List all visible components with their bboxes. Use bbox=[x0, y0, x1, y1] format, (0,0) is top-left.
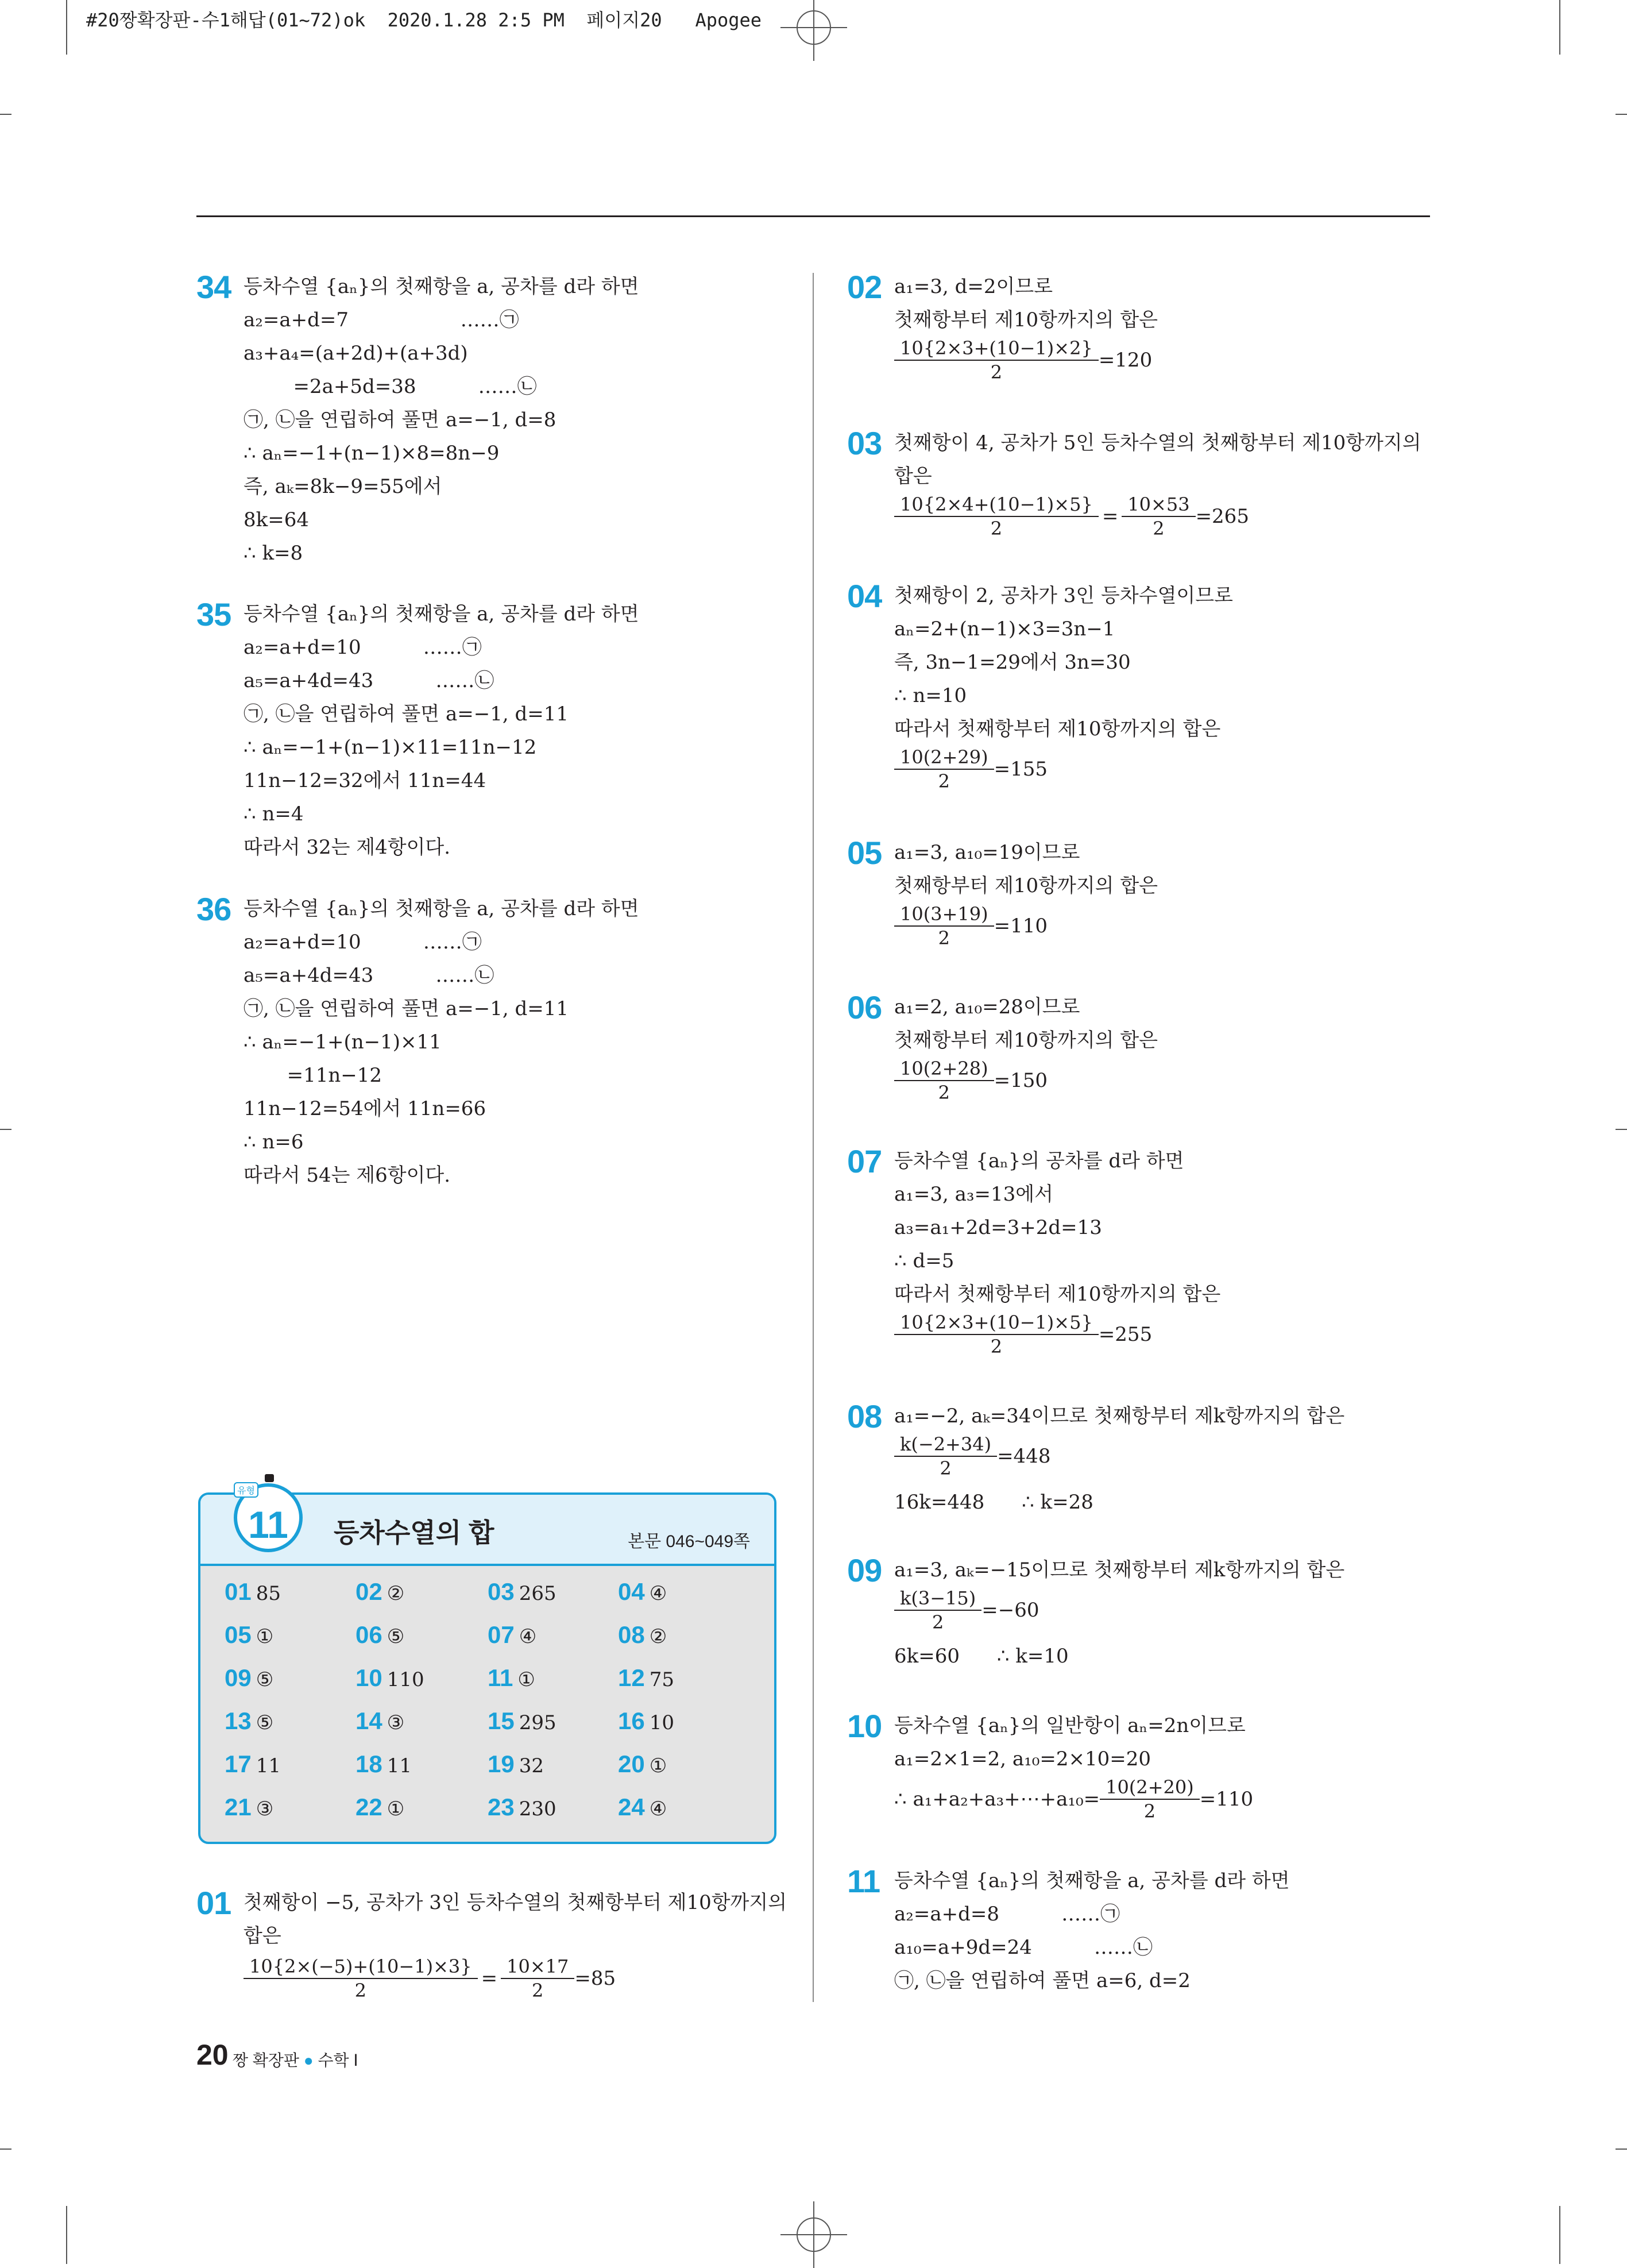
fraction-expression bbox=[894, 1311, 1220, 1358]
solution-line: 합은 bbox=[894, 465, 932, 488]
numerator: 10{2×3+(10−1)×5} bbox=[894, 1311, 1099, 1335]
answer-number: 15 bbox=[488, 1707, 515, 1734]
answer-number: 01 bbox=[225, 1578, 252, 1605]
result: =110 bbox=[1199, 1788, 1254, 1811]
fraction bbox=[894, 1057, 994, 1104]
answer-number: 10 bbox=[355, 1664, 382, 1691]
numerator: 10(2+20) bbox=[1100, 1776, 1200, 1800]
answer-number: 18 bbox=[355, 1750, 382, 1777]
crop-mark bbox=[1559, 0, 1560, 55]
answer-item bbox=[488, 1793, 556, 1821]
solution-lines bbox=[894, 270, 1158, 384]
solution-lines bbox=[244, 270, 639, 570]
answer-value: 295 bbox=[519, 1711, 556, 1734]
solution-line: ∴ n=4 bbox=[244, 803, 304, 826]
solution-lines bbox=[894, 426, 1421, 540]
denominator: 2 bbox=[990, 518, 1003, 539]
answer-item bbox=[488, 1707, 556, 1735]
solution-line: a₂=a+d=7 ……㉠ bbox=[244, 308, 519, 331]
fraction-expression bbox=[894, 1776, 1253, 1823]
answer-number: 09 bbox=[225, 1664, 252, 1691]
numerator: 10(2+28) bbox=[894, 1057, 994, 1081]
fraction bbox=[894, 902, 994, 950]
answer-item bbox=[225, 1750, 281, 1778]
solution-line: a₁=3, a₃=13에서 bbox=[894, 1183, 1053, 1206]
denominator: 2 bbox=[938, 927, 950, 949]
denominator: 2 bbox=[990, 1336, 1003, 1357]
solution-line: a₁=2, a₁₀=28이므로 bbox=[894, 996, 1080, 1019]
problem-number: 11 bbox=[847, 1863, 880, 1899]
fraction-expression bbox=[894, 1057, 1158, 1104]
answer-item bbox=[488, 1621, 536, 1649]
fraction bbox=[1122, 493, 1195, 540]
denominator: 2 bbox=[354, 1980, 366, 2001]
print-slug: #20짱확장판-수1해답(01~72)ok 2020.1.28 2:5 PM 페이지20 Apogee bbox=[86, 9, 762, 31]
solution-line: ∴ aₙ=−1+(n−1)×11=11n−12 bbox=[244, 736, 537, 759]
solution-lines bbox=[894, 1144, 1220, 1358]
solution-line: 등차수열 {aₙ}의 일반항이 aₙ=2n이므로 bbox=[894, 1714, 1246, 1737]
answer-item bbox=[618, 1578, 667, 1606]
book-title: 짱 확장판 bbox=[233, 2051, 299, 2069]
solution-line: 따라서 54는 제6항이다. bbox=[244, 1164, 451, 1187]
solution-line: 6k=60 ∴ k=10 bbox=[894, 1645, 1069, 1668]
result: =265 bbox=[1195, 505, 1249, 528]
fraction bbox=[894, 337, 1099, 384]
solution-line: a₁=2×1=2, a₁₀=2×10=20 bbox=[894, 1748, 1151, 1771]
problem-number: 01 bbox=[196, 1885, 231, 1921]
answer-value: ③ bbox=[256, 1798, 274, 1820]
answer-item bbox=[225, 1707, 273, 1735]
numerator: 10{2×3+(10−1)×2} bbox=[894, 337, 1099, 361]
solution-line: a₁=3, aₖ=−15이므로 첫째항부터 제k항까지의 합은 bbox=[894, 1559, 1345, 1582]
solution-line: 즉, aₖ=8k−9=55에서 bbox=[244, 475, 442, 498]
fraction bbox=[894, 493, 1099, 540]
crop-mark bbox=[1616, 2149, 1627, 2150]
numerator: 10{2×(−5)+(10−1)×3} bbox=[244, 1955, 478, 1979]
fraction-expression bbox=[894, 902, 1158, 950]
answer-number: 03 bbox=[488, 1578, 515, 1605]
solution-line: a₂=a+d=10 ……㉠ bbox=[244, 931, 482, 954]
answer-value: ① bbox=[387, 1798, 405, 1820]
solution-line: a₅=a+4d=43 ……㉡ bbox=[244, 669, 494, 692]
answer-value: ① bbox=[256, 1625, 274, 1648]
answer-number: 22 bbox=[355, 1793, 382, 1820]
answer-number: 21 bbox=[225, 1793, 252, 1820]
solution-line: a₃+a₄=(a+2d)+(a+3d) bbox=[244, 342, 468, 365]
answer-number: 07 bbox=[488, 1621, 515, 1648]
crop-mark bbox=[66, 0, 67, 55]
solution-line: 8k=64 bbox=[244, 508, 309, 531]
solution-line: a₁=−2, aₖ=34이므로 첫째항부터 제k항까지의 합은 bbox=[894, 1405, 1345, 1428]
answer-item bbox=[618, 1621, 667, 1649]
fraction bbox=[894, 1311, 1099, 1358]
solution-line: ∴ aₙ=−1+(n−1)×11 bbox=[244, 1031, 442, 1054]
answer-item bbox=[618, 1664, 674, 1692]
solution-lines bbox=[894, 1709, 1253, 1823]
answer-number: 08 bbox=[618, 1621, 645, 1648]
answer-value: ③ bbox=[387, 1711, 405, 1734]
answer-item bbox=[355, 1750, 412, 1778]
fraction-expression bbox=[894, 1587, 1344, 1634]
answer-item bbox=[618, 1707, 674, 1735]
crop-mark bbox=[0, 2149, 11, 2150]
answer-item bbox=[225, 1621, 273, 1649]
problem-number: 06 bbox=[847, 989, 882, 1025]
answer-value: 32 bbox=[519, 1754, 544, 1777]
section-number: 11 bbox=[248, 1503, 288, 1546]
answer-number: 11 bbox=[488, 1664, 513, 1691]
crop-mark bbox=[1616, 1129, 1627, 1130]
answer-number: 19 bbox=[488, 1750, 515, 1777]
crop-mark bbox=[66, 2206, 67, 2264]
equals: = bbox=[1102, 505, 1119, 528]
answer-number: 05 bbox=[225, 1621, 252, 1648]
solution-lines bbox=[894, 1553, 1344, 1673]
solution-line: 즉, 3n−1=29에서 3n=30 bbox=[894, 651, 1131, 674]
solution-line: ㉠, ㉡을 연립하여 풀면 a=−1, d=11 bbox=[244, 703, 569, 726]
solution-line: =11n−12 bbox=[244, 1064, 382, 1087]
solution-line: a₁=3, a₁₀=19이므로 bbox=[894, 841, 1080, 864]
problem-number: 35 bbox=[196, 596, 231, 632]
answer-item bbox=[488, 1750, 544, 1778]
solution-line: ∴ aₙ=−1+(n−1)×8=8n−9 bbox=[244, 442, 500, 465]
answer-value: 85 bbox=[256, 1582, 281, 1605]
answer-number: 12 bbox=[618, 1664, 645, 1691]
solution-line: a₁₀=a+9d=24 ……㉡ bbox=[894, 1936, 1153, 1959]
denominator: 2 bbox=[940, 1457, 952, 1479]
answer-number: 17 bbox=[225, 1750, 252, 1777]
solution-line: 11n−12=32에서 11n=44 bbox=[244, 769, 486, 792]
answer-item bbox=[618, 1750, 667, 1778]
numerator: 10{2×4+(10−1)×5} bbox=[894, 493, 1099, 517]
solution-line: 합은 bbox=[244, 1924, 281, 1947]
fraction bbox=[894, 1587, 981, 1634]
answer-number: 02 bbox=[355, 1578, 382, 1605]
answer-value: 230 bbox=[519, 1798, 556, 1820]
answer-value: 11 bbox=[256, 1754, 281, 1777]
result: =120 bbox=[1098, 349, 1153, 372]
solution-lines bbox=[244, 1886, 787, 2002]
result: =448 bbox=[997, 1445, 1051, 1468]
expression-prefix: ∴ a₁+a₂+a₃+⋯+a₁₀= bbox=[894, 1788, 1100, 1811]
answer-item bbox=[618, 1793, 667, 1821]
solution-lines bbox=[244, 597, 639, 864]
solution-lines bbox=[894, 836, 1158, 950]
answer-value: 110 bbox=[387, 1668, 424, 1691]
answer-number: 04 bbox=[618, 1578, 645, 1605]
solution-lines bbox=[894, 1399, 1344, 1519]
solution-line: ㉠, ㉡을 연립하여 풀면 a=−1, d=11 bbox=[244, 997, 569, 1020]
answer-value: ⑤ bbox=[387, 1625, 405, 1648]
solution-line: 첫째항부터 제10항까지의 합은 bbox=[894, 1029, 1158, 1052]
answer-value: ④ bbox=[649, 1582, 667, 1605]
fraction-expression bbox=[894, 493, 1421, 540]
answer-value: ④ bbox=[519, 1625, 537, 1648]
result: =150 bbox=[994, 1069, 1048, 1092]
answer-value: ⑤ bbox=[256, 1668, 274, 1691]
denominator: 2 bbox=[938, 770, 950, 792]
footer-title bbox=[233, 2048, 358, 2071]
problem-number: 05 bbox=[847, 835, 882, 871]
fraction-expression bbox=[894, 746, 1233, 793]
denominator: 2 bbox=[938, 1082, 950, 1104]
solution-line: ∴ n=10 bbox=[894, 684, 967, 707]
crop-mark bbox=[1616, 114, 1627, 115]
problem-number: 08 bbox=[847, 1398, 882, 1434]
solution-line: 16k=448 ∴ k=28 bbox=[894, 1491, 1093, 1514]
solution-lines bbox=[894, 990, 1158, 1104]
denominator: 2 bbox=[990, 361, 1003, 383]
crop-mark bbox=[1559, 2206, 1560, 2264]
solution-line: 등차수열 {aₙ}의 첫째항을 a, 공차를 d라 하면 bbox=[244, 603, 639, 626]
result: =−60 bbox=[981, 1599, 1039, 1622]
fraction bbox=[894, 1433, 997, 1480]
problem-number: 07 bbox=[847, 1143, 882, 1179]
problem-number: 34 bbox=[196, 269, 231, 305]
answer-number: 13 bbox=[225, 1707, 252, 1734]
solution-line: 따라서 첫째항부터 제10항까지의 합은 bbox=[894, 1283, 1221, 1306]
solution-line: 11n−12=54에서 11n=66 bbox=[244, 1097, 486, 1120]
solution-line: ㉠, ㉡을 연립하여 풀면 a=6, d=2 bbox=[894, 1969, 1191, 1992]
answer-number: 06 bbox=[355, 1621, 382, 1648]
denominator: 2 bbox=[1153, 518, 1165, 539]
answer-item bbox=[225, 1578, 281, 1606]
section-title: 등차수열의 합 bbox=[334, 1518, 494, 1548]
fraction bbox=[244, 1955, 478, 2002]
solution-line: 따라서 32는 제4항이다. bbox=[244, 836, 451, 859]
column-divider bbox=[813, 273, 814, 2002]
registration-mark bbox=[797, 10, 831, 45]
solution-line: ∴ n=6 bbox=[244, 1131, 304, 1154]
answer-value: ② bbox=[649, 1625, 667, 1648]
solution-line: 첫째항이 4, 공차가 5인 등차수열의 첫째항부터 제10항까지의 bbox=[894, 431, 1421, 454]
solution-lines bbox=[894, 579, 1233, 793]
answer-number: 16 bbox=[618, 1707, 645, 1734]
answer-value: ⑤ bbox=[256, 1711, 274, 1734]
section-page-ref: 본문 046~049쪽 bbox=[628, 1532, 750, 1551]
fraction-expression bbox=[894, 337, 1158, 384]
answer-item bbox=[355, 1578, 404, 1606]
numerator: 10(3+19) bbox=[894, 902, 994, 927]
problem-number: 10 bbox=[847, 1708, 882, 1744]
solution-line: 첫째항이 2, 공차가 3인 등차수열이므로 bbox=[894, 584, 1233, 607]
answer-item bbox=[355, 1621, 404, 1649]
solution-lines bbox=[244, 892, 639, 1192]
page-number: 20 bbox=[196, 2039, 229, 2071]
denominator: 2 bbox=[932, 1611, 944, 1633]
answer-number: 24 bbox=[618, 1793, 645, 1820]
answer-number: 14 bbox=[355, 1707, 382, 1734]
numerator: 10×53 bbox=[1122, 493, 1195, 517]
answer-value: 11 bbox=[387, 1754, 412, 1777]
solution-line: a₂=a+d=8 ……㉠ bbox=[894, 1903, 1120, 1926]
fraction-expression bbox=[244, 1955, 787, 2002]
answer-number: 23 bbox=[488, 1793, 515, 1820]
answer-item bbox=[355, 1707, 404, 1735]
answer-key-box bbox=[198, 1486, 776, 1844]
crop-mark bbox=[0, 114, 11, 115]
answer-item bbox=[225, 1664, 273, 1692]
section-tag: 유형 bbox=[234, 1482, 258, 1498]
solution-line: 등차수열 {aₙ}의 공차를 d라 하면 bbox=[894, 1150, 1184, 1172]
answer-item bbox=[488, 1664, 535, 1692]
denominator: 2 bbox=[1143, 1800, 1156, 1822]
problem-number: 02 bbox=[847, 269, 882, 305]
answer-item bbox=[488, 1578, 556, 1606]
numerator: k(3−15) bbox=[894, 1587, 981, 1611]
crop-mark bbox=[0, 1129, 11, 1130]
problem-number: 36 bbox=[196, 891, 231, 927]
result: =110 bbox=[994, 915, 1048, 938]
solution-line: ∴ k=8 bbox=[244, 542, 303, 565]
problem-number: 04 bbox=[847, 578, 882, 614]
answer-value: ① bbox=[649, 1754, 667, 1777]
bullet-icon: ● bbox=[303, 2051, 314, 2069]
solution-line: =2a+5d=38 ……㉡ bbox=[244, 375, 537, 398]
solution-line: 따라서 첫째항부터 제10항까지의 합은 bbox=[894, 718, 1221, 740]
numerator: 10(2+29) bbox=[894, 746, 994, 770]
solution-line: ∴ d=5 bbox=[894, 1249, 954, 1272]
solution-lines bbox=[894, 1864, 1290, 1997]
solution-line: a₃=a₁+2d=3+2d=13 bbox=[894, 1216, 1102, 1239]
answer-item bbox=[225, 1793, 273, 1821]
solution-line: 등차수열 {aₙ}의 첫째항을 a, 공차를 d라 하면 bbox=[244, 275, 639, 298]
answer-item bbox=[355, 1793, 404, 1821]
answer-value: 75 bbox=[649, 1668, 674, 1691]
denominator: 2 bbox=[532, 1980, 544, 2001]
result: =255 bbox=[1098, 1323, 1153, 1346]
fraction-expression bbox=[894, 1433, 1344, 1480]
answer-value: 10 bbox=[649, 1711, 674, 1734]
registration-mark bbox=[797, 2217, 831, 2252]
solution-line: a₅=a+4d=43 ……㉡ bbox=[244, 964, 494, 987]
solution-line: 등차수열 {aₙ}의 첫째항을 a, 공차를 d라 하면 bbox=[244, 897, 639, 920]
header-rule bbox=[196, 215, 1430, 217]
answer-value: ④ bbox=[649, 1798, 667, 1820]
numerator: 10×17 bbox=[501, 1955, 574, 1979]
subject-name: 수학 Ⅰ bbox=[318, 2051, 358, 2069]
answer-value: ① bbox=[517, 1668, 535, 1691]
solution-line: 등차수열 {aₙ}의 첫째항을 a, 공차를 d라 하면 bbox=[894, 1869, 1290, 1892]
solution-line: 첫째항이 −5, 공차가 3인 등차수열의 첫째항부터 제10항까지의 bbox=[244, 1891, 787, 1914]
solution-line: 첫째항부터 제10항까지의 합은 bbox=[894, 308, 1158, 331]
solution-line: ㉠, ㉡을 연립하여 풀면 a=−1, d=8 bbox=[244, 408, 556, 431]
answer-value: ② bbox=[387, 1582, 405, 1605]
fraction bbox=[1100, 1776, 1200, 1823]
result: =85 bbox=[574, 1967, 616, 1990]
fraction bbox=[894, 746, 994, 793]
equals: = bbox=[481, 1967, 498, 1990]
answer-value: 265 bbox=[519, 1582, 556, 1605]
answer-number: 20 bbox=[618, 1750, 645, 1777]
stopwatch-knob-icon bbox=[265, 1474, 274, 1482]
solution-line: a₂=a+d=10 ……㉠ bbox=[244, 636, 482, 659]
problem-number: 03 bbox=[847, 425, 882, 461]
fraction bbox=[501, 1955, 574, 2002]
numerator: k(−2+34) bbox=[894, 1433, 997, 1457]
section-header bbox=[200, 1486, 774, 1566]
solution-line: aₙ=2+(n−1)×3=3n−1 bbox=[894, 618, 1115, 641]
solution-line: a₁=3, d=2이므로 bbox=[894, 275, 1053, 298]
problem-number: 09 bbox=[847, 1552, 882, 1588]
answer-item bbox=[355, 1664, 424, 1692]
result: =155 bbox=[994, 758, 1048, 781]
solution-line: 첫째항부터 제10항까지의 합은 bbox=[894, 874, 1158, 897]
